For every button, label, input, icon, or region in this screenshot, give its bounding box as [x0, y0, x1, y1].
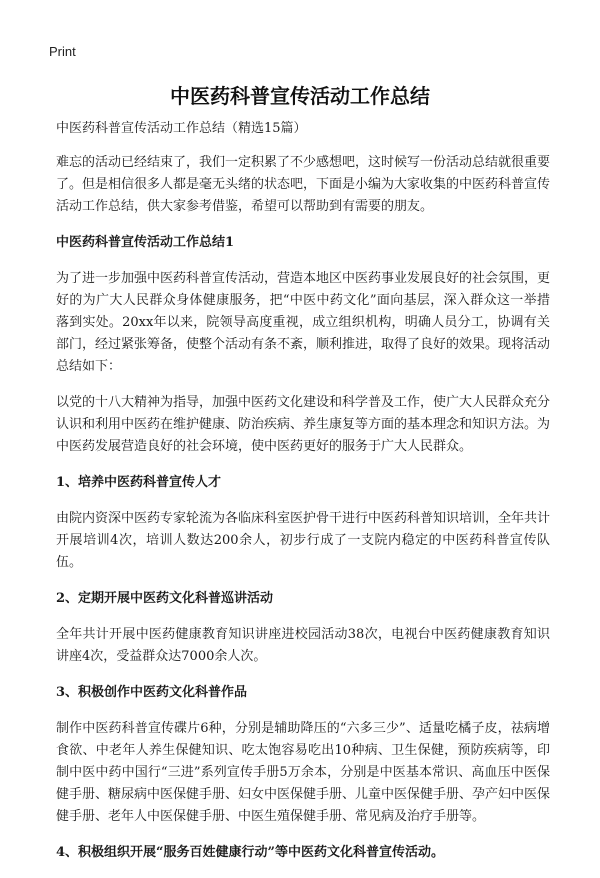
section1-paragraph-1: 为了进一步加强中医药科普宣传活动，营造本地区中医药事业发展良好的社会氛围，更好的为广大人民群众身体健康服务，把“中医中药文化”面向基层，深入群众这一举措落到实处。20xx年以来，院领导高度重视，成立组织机构，明确人员分工，协调有关部门，经过紧张筹备，使整个活动有条不紊，顺利推进，取得了良好的效果。现将活动总结如下： [56, 271, 551, 374]
item-text-1: 由院内资深中医药专家轮流为各临床科室医护骨干进行中医药科普知识培训，全年共计开展培训4次，培训人数达200余人，初步行成了一支院内稳定的中医药科普宣传队伍。 [56, 511, 551, 570]
item-text-2: 全年共计开展中医药健康教育知识讲座进校园活动38次，电视台中医药健康教育知识讲座4次，受益群众达7000余人次。 [56, 627, 550, 664]
item-heading-2: 2、定期开展中医药文化科普巡讲活动 [56, 591, 274, 606]
page-title: 中医药科普宣传活动工作总结 [170, 84, 430, 108]
article-subtitle: 中医药科普宣传活动工作总结（精选15篇） [56, 121, 307, 136]
item-heading-1: 1、培养中医药科普宣传人才 [56, 475, 222, 490]
intro-paragraph: 难忘的活动已经结束了，我们一定积累了不少感想吧，这时候写一份活动总结就很重要了。但是相信很多人都是毫无头绪的状态吧，下面是小编为大家收集的中医药科普宣传活动工作总结，供大家参考借鉴，希望可以帮助到有需要的朋友。 [56, 155, 551, 214]
item-text-3: 制作中医药科普宣传碟片6种，分别是辅助降压的“六多三少”、适量吃橘子皮，祛病增食欲、中老年人养生保健知识、吃太饱容易吃出10种病、卫生保健，预防疾病等，印制中医中药中国行“三进”系列宣传手册5万余本，分别是中医基本常识、高血压中医保健手册、糖尿病中医保健手册、妇女中医保健手册、儿童中医保健手册、孕产妇中医保健手册、老年人中医保健手册、中医生殖保健手册、常见病及治疗手册等。 [56, 721, 551, 824]
print-link[interactable]: Print [49, 44, 76, 59]
item-heading-4: 4、积极组织开展“服务百姓健康行动”等中医药文化科普宣传活动。 [56, 845, 445, 860]
article-body [56, 118, 550, 878]
section1-paragraph-2: 以党的十八大精神为指导，加强中医药文化建设和科学普及工作，使广大人民群众充分认识和利用中医药在维护健康、防治疾病、养生康复等方面的基本理念和知识方法。为中医药发展营造良好的社会环境，使中医药更好的服务于广大人民群众。 [56, 395, 551, 454]
section-heading-1: 中医药科普宣传活动工作总结1 [56, 235, 235, 250]
item-heading-3: 3、积极创作中医药文化科普作品 [56, 685, 248, 700]
